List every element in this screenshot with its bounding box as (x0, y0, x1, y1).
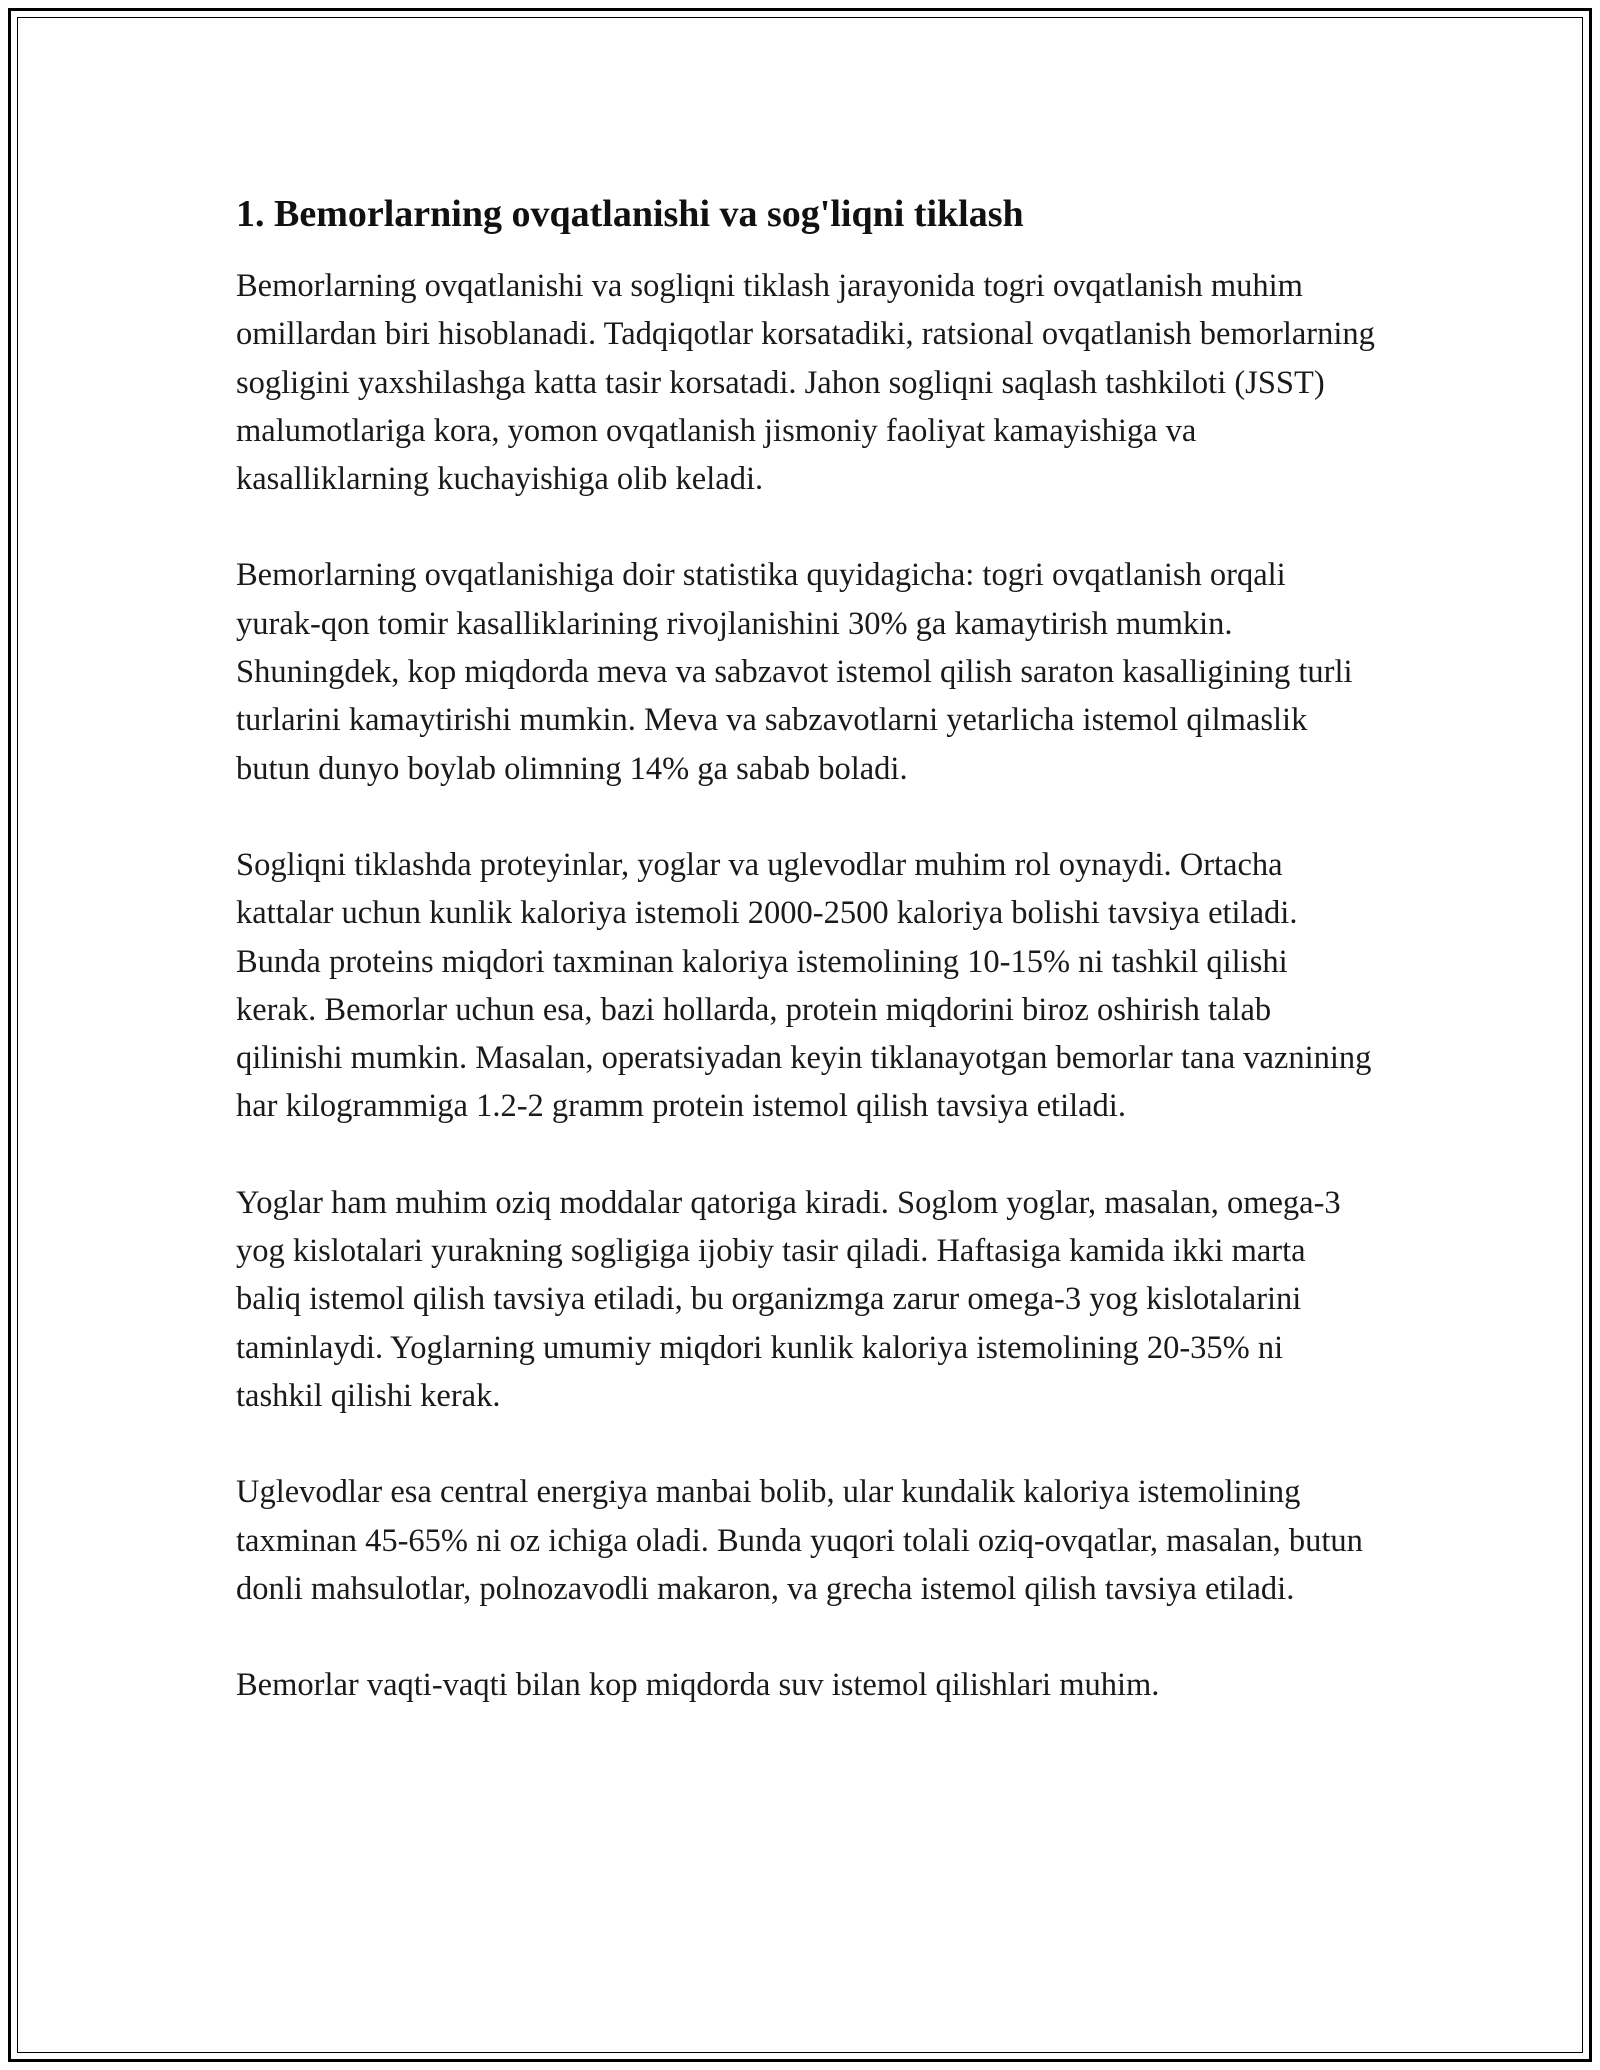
paragraph-statistics: Bemorlarning ovqatlanishiga doir statistika quyidagicha: togri ovqatlanish orqali yurak-qon tomir kasalliklarining rivojlanishini 30% ga kamaytirish mumkin. Shuningdek, kop miqdorda meva va sabzavot istemol qilish saraton kasalligining turli turlarini kamaytirishi mumkin. Meva va sabzavotlarni yetarlicha istemol qilmaslik butun dunyo boylab olimning 14% ga sabab boladi. (236, 557, 1353, 787)
paragraph-carbohydrates: Uglevodlar esa central energiya manbai bolib, ular kundalik kaloriya istemolining taxminan 45-65% ni oz ichiga oladi. Bunda yuqori tolali oziq-ovqatlar, masalan, butun donli mahsulotlar, polnozavodli makaron, va grecha istemol qilish tavsiya etiladi. (236, 1474, 1363, 1607)
paragraph-intro: Bemorlarning ovqatlanishi va sogliqni tiklash jarayonida togri ovqatlanish muhim omillardan biri hisoblanadi. Tadqiqotlar korsatadiki, ratsional ovqatlanish bemorlarning sogligini yaxshilashga katta tasir korsatadi. Jahon sogliqni saqlash tashkiloti (JSST) malumotlariga kora, yomon ovqatlanish jismoniy faoliyat kamayishiga va kasalliklarning kuchayishiga olib keladi. (236, 268, 1375, 498)
document-body (236, 188, 1376, 1757)
paragraph-water: Bemorlar vaqti-vaqti bilan kop miqdorda suv istemol qilishlari muhim. (236, 1667, 1160, 1704)
paragraph-fats: Yoglar ham muhim oziq moddalar qatoriga kiradi. Soglom yoglar, masalan, omega-3 yog kislotalari yurakning sogligiga ijobiy tasir qiladi. Haftasiga kamida ikki marta baliq istemol qilish tavsiya etiladi, bu organizmga zarur omega-3 yog kislotalarini taminlaydi. Yoglarning umumiy miqdori kunlik kaloriya istemolining 20-35% ni tashkil qilishi kerak. (236, 1184, 1341, 1414)
paragraph-proteins: Sogliqni tiklashda proteyinlar, yoglar va uglevodlar muhim rol oynaydi. Ortacha kattalar uchun kunlik kaloriya istemoli 2000-2500 kaloriya bolishi tavsiya etiladi. Bunda proteins miqdori taxminan kaloriya istemolining 10-15% ni tashkil qilishi kerak. Bemorlar uchun esa, bazi hollarda, protein miqdorini biroz oshirish talab qilinishi mumkin. Masalan, operatsiyadan keyin tiklanayotgan bemorlar tana vaznining har kilogrammiga 1.2-2 gramm protein istemol qilish tavsiya etiladi. (236, 846, 1372, 1125)
section-heading: 1. Bemorlarning ovqatlanishi va sog'liqni tiklash (236, 193, 1024, 235)
